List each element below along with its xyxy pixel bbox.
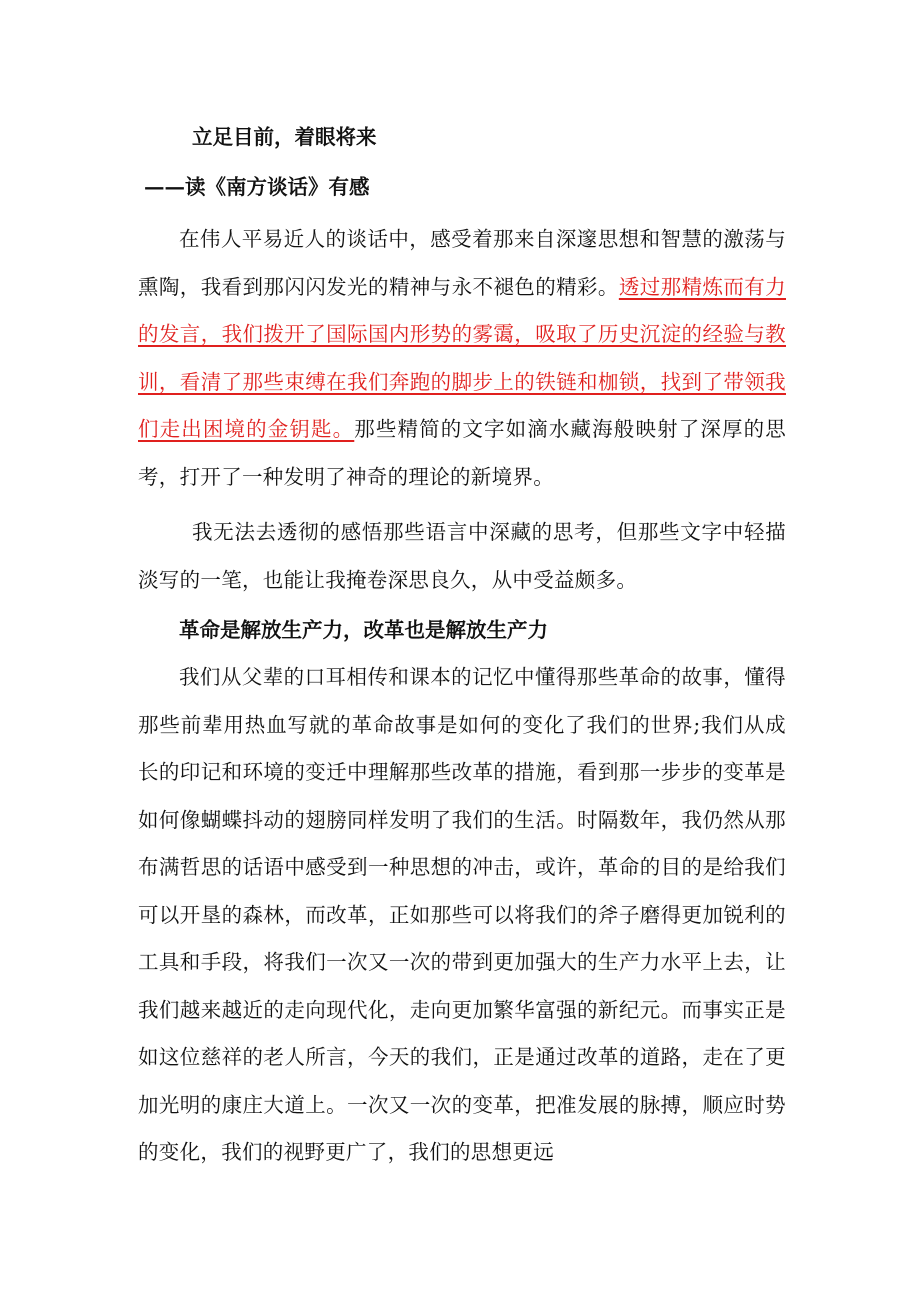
highlighted-passage: 透过那精炼而有力的发言，我们拨开了国际国内形势的雾霭，吸取了历史沉淀的经验与教训，看清了那些束缚在我们奔跑的脚步上的铁链和枷锁，找到了带领我们走出困境的金钥匙。 (138, 274, 786, 441)
essay-title: 立足目前，着眼将来 (192, 125, 377, 149)
section-heading: 革命是解放生产力，改革也是解放生产力 (179, 618, 548, 642)
paragraph-1 (138, 216, 786, 501)
paragraph-1-outro: 那些精简的文字如滴水藏海般映射了深厚的思考，打开了一种发明了神奇的理论的新境界。 (138, 417, 787, 489)
paragraph-1-intro: 在伟人平易近人的谈话中，感受着那来自深邃思想和智慧的激荡与熏陶，我看到那闪闪发光的精神与永不褪色的精彩。 (138, 227, 786, 299)
essay-subtitle: ——读《南方谈话》有感 (144, 175, 370, 199)
paragraph-2: 我无法去透彻的感悟那些语言中深藏的思考，但那些文字中轻描淡写的一笔，也能让我掩卷深思良久，从中受益颇多。 (138, 520, 786, 592)
document-body (138, 112, 786, 1177)
paragraph-3: 我们从父辈的口耳相传和课本的记忆中懂得那些革命的故事，懂得那些前辈用热血写就的革命故事是如何的变化了我们的世界;我们从成长的印记和环境的变迁中理解那些改革的措施，看到那一步步的变革是如何像蝴蝶抖动的翅膀同样发明了我们的生活。时隔数年，我仍然从那布满哲思的话语中感受到一种思想的冲击，或许，革命的目的是给我们可以开垦的森林，而改革，正如那些可以将我们的斧子磨得更加锐利的工具和手段，将我们一次又一次的带到更加强大的生产力水平上去，让我们越来越近的走向现代化，走向更加繁华富强的新纪元。而事实正是如这位慈祥的老人所言，今天的我们，正是通过改革的道路，走在了更加光明的康庄大道上。一次又一次的变革，把准发展的脉搏，顺应时势的变化，我们的视野更广了，我们的思想更远 (138, 665, 786, 1164)
